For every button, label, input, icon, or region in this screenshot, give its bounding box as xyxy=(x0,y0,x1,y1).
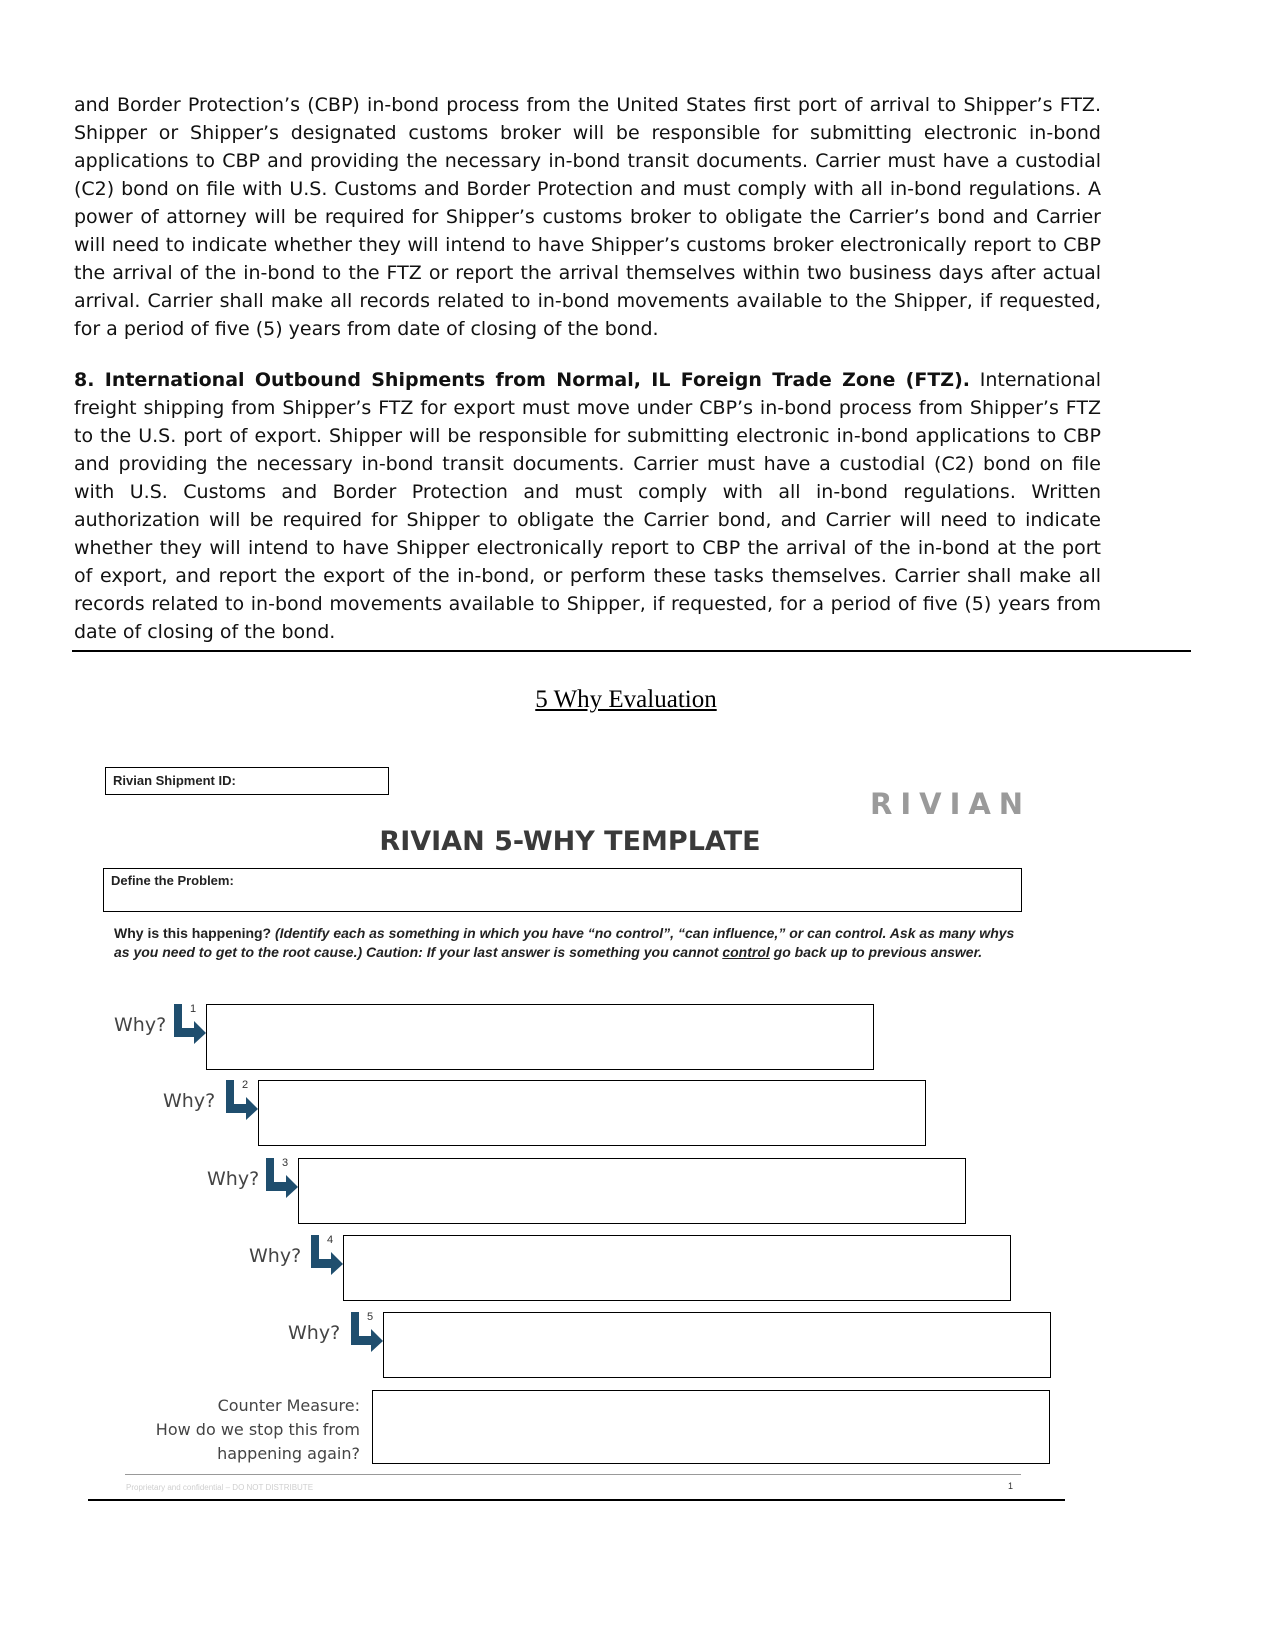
paragraph-text: and Border Protection’s (CBP) in-bond process from the United States first port of arrival to Shipper’s FTZ. Shipper or Shipper’s designated customs broker will be responsible for submitting electronic in-bond applications to CBP and providing the necessary in-bond transit documents. Carrier must have a custodial (C2) bond on file with U.S. Customs and Border Protection and must comply with all in-bond regulations. A power of attorney will be required for Shipper’s customs broker to obligate the Carrier’s bond and Carrier will need to indicate whether they will intend to have Shipper’s customs broker electronically report to CBP the arrival of the in-bond to the FTZ or report the arrival themselves within two business days after actual arrival. Carrier shall make all records related to in-bond movements available to the Shipper, if requested, for a period of five (5) years from date of closing of the bond. xyxy=(74,94,1101,340)
why-number-4: 4 xyxy=(327,1234,334,1246)
why-label-3: Why? xyxy=(207,1168,260,1190)
why-label-2: Why? xyxy=(163,1090,216,1112)
bent-arrow-icon xyxy=(220,1078,260,1120)
define-problem-field[interactable] xyxy=(103,868,1022,912)
shipment-id-label: Rivian Shipment ID: xyxy=(113,773,236,788)
why-answer-field-2[interactable] xyxy=(258,1080,926,1146)
why-instructions xyxy=(114,924,1020,962)
bent-arrow-icon xyxy=(345,1310,385,1352)
paragraph-text: International freight shipping from Shipper’s FTZ for export must move under CBP’s in-bond process from Shipper’s FTZ to the U.S. port of export. Shipper will be responsible for submitting electronic in-bond applications to CBP and providing the necessary in-bond transit documents. Carrier must have a custodial (C2) bond on file with U.S. Customs and Border Protection and must comply with all in-bond regulations. Written authorization will be required for Shipper to obligate the Carrier bond, and Carrier will need to indicate whether they will intend to have Shipper electronically report to CBP the arrival of the in-bond at the port of export, and report the export of the in-bond, or perform these tasks themselves. Carrier shall make all records related to in-bond movements available to Shipper, if requested, for a period of five (5) years from date of closing of the bond. xyxy=(74,369,1101,643)
rivian-logo: RIVIAN xyxy=(870,787,1032,821)
footer-confidential: Proprietary and confidential – DO NOT DISTRIBUTE xyxy=(126,1483,314,1492)
why-label-4: Why? xyxy=(249,1245,302,1267)
why-answer-field-5[interactable] xyxy=(383,1312,1051,1378)
paragraph-inbound-continued xyxy=(74,91,1101,343)
why-number-2: 2 xyxy=(242,1079,249,1091)
instructions-part2: go back up to previous answer. xyxy=(769,944,983,960)
counter-measure-line3: happening again? xyxy=(217,1444,360,1463)
why-number-1: 1 xyxy=(190,1003,197,1015)
instructions-lead: Why is this happening? xyxy=(114,925,272,941)
section-divider xyxy=(72,650,1191,652)
section-title: 5 Why Evaluation xyxy=(535,686,717,713)
counter-measure-line1: Counter Measure: xyxy=(217,1396,360,1415)
why-number-5: 5 xyxy=(367,1311,374,1323)
counter-measure-field[interactable] xyxy=(372,1390,1050,1464)
why-answer-field-1[interactable] xyxy=(206,1004,874,1070)
why-answer-field-4[interactable] xyxy=(343,1235,1011,1301)
instructions-underlined: control xyxy=(722,944,770,960)
bent-arrow-icon xyxy=(305,1233,345,1275)
section-8-heading: 8. International Outbound Shipments from Normal, IL Foreign Trade Zone (FTZ). xyxy=(74,369,970,391)
bent-arrow-icon xyxy=(260,1156,300,1198)
footer-divider xyxy=(125,1474,1021,1475)
define-problem-label: Define the Problem: xyxy=(111,873,234,888)
counter-measure-label xyxy=(130,1394,360,1466)
why-label-5: Why? xyxy=(288,1322,341,1344)
instructions-part1: (Identify each as something in which you have “no control”, “can influence,” or can control. Ask as many whys as you need to get to the root cause.) Caution: If your last answer is something you cannot xyxy=(114,925,1015,960)
paragraph-outbound-shipments xyxy=(74,366,1101,646)
bent-arrow-icon xyxy=(168,1002,208,1044)
shipment-id-field[interactable] xyxy=(105,767,389,795)
bottom-divider xyxy=(88,1499,1065,1501)
why-answer-field-3[interactable] xyxy=(298,1158,966,1224)
counter-measure-line2: How do we stop this from xyxy=(155,1420,360,1439)
why-number-3: 3 xyxy=(282,1157,289,1169)
template-title: RIVIAN 5-WHY TEMPLATE xyxy=(379,826,761,857)
page-number: 1 xyxy=(1008,1481,1014,1491)
why-label-1: Why? xyxy=(114,1014,167,1036)
